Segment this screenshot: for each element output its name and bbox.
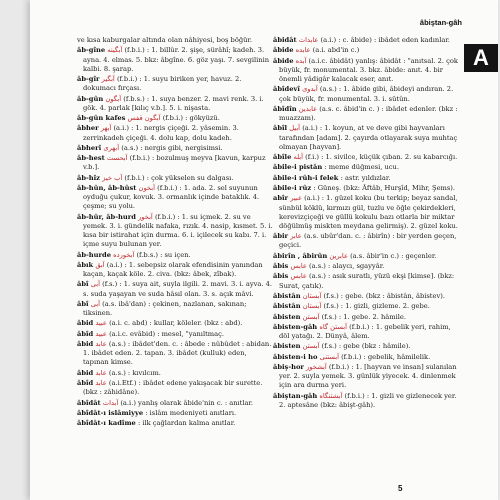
headword: âbis — [273, 272, 289, 281]
definition: (f.i.) : 1. sivilce, küçük çıban. 2. su kabarcığı. — [305, 153, 458, 161]
definition: (a.s.) : kıvılcım. — [108, 368, 161, 377]
dictionary-entry — [273, 302, 463, 311]
definition: (a.i.c. evâbid) : mesel, "yanıltmaç. — [109, 329, 224, 338]
thumb-index-tab: A — [464, 44, 498, 72]
right-column — [273, 36, 463, 411]
arabic-script: عابس — [290, 262, 307, 271]
dictionary-entry — [273, 153, 463, 162]
headword: âbir — [273, 232, 289, 241]
arabic-script: آبستن — [302, 342, 320, 351]
dictionary-entry — [273, 363, 463, 390]
headword: âbile-i rûz — [273, 184, 312, 193]
headword: âbherî — [77, 143, 102, 152]
arabic-script: آبگينه — [107, 46, 123, 55]
definition: (a.i. abd'in c.) — [312, 46, 360, 55]
headword: âb-gîr — [77, 75, 100, 83]
headword: âbisten — [273, 312, 301, 321]
headword: âbide — [273, 46, 294, 55]
definition: (a.s. c. âbid'in c. ) : ibâdet edenler. (bkz : muazzam). — [279, 104, 458, 122]
arabic-script: آبستان — [302, 302, 322, 311]
running-head: âbiştan-gâh — [419, 18, 462, 27]
dictionary-entry — [273, 36, 463, 45]
headword: âbîdevî — [273, 85, 300, 94]
arabic-script: آبستان — [302, 291, 322, 300]
arabic-script: آب خيز — [102, 173, 123, 182]
headword: âbık — [77, 260, 94, 269]
arabic-script: آبهرى — [103, 143, 120, 152]
dictionary-entry — [273, 184, 463, 193]
headword: abîr — [273, 194, 289, 203]
dictionary-entry — [77, 154, 273, 172]
arabic-script: آبى — [90, 280, 100, 289]
definition: : islâm medeniyeti anıtları. — [145, 408, 237, 417]
arabic-script: عبيد — [95, 329, 107, 338]
dictionary-entry — [273, 252, 463, 261]
definition: (a.i.) : c. âbide) : ibâdet eden kadınlar. — [320, 36, 450, 44]
headword: âbisten-gâh — [273, 322, 318, 331]
definition: (f.b.i.) : 1. [hayvan ve insan] sulanılan yer. 2. suyla yemek. 3. günlük yiyecek. 4. dinlenmek için ara durma yeri. — [279, 363, 457, 390]
dictionary-entry — [77, 184, 273, 211]
arabic-script: آبهر — [100, 124, 112, 133]
definition: (f.s.) : gebe. (bkz : âbistân, âbistev). — [323, 291, 445, 300]
arabic-script: آبى — [90, 299, 100, 308]
arabic-script: عابر — [290, 232, 302, 241]
arabic-script: عابد — [95, 368, 107, 377]
dictionary-entry — [273, 105, 463, 123]
headword: âbid — [77, 340, 94, 349]
definition: (a.i.c. âbidât) yanlış: âbidât : "anıtsal. 2. çok büyük, fr. monumental. 3. bkz. âbide: anıt. 4. bir önemli yâdigâr kalacak eser, anıt. — [279, 56, 458, 83]
definition: (a.i. c. abd) : kullar, köleler. (bkz : abd). — [109, 319, 243, 328]
arabic-script: آبشتنگاه — [319, 391, 343, 400]
arabic-script: آبستن گاه — [319, 322, 347, 331]
headword: âbiştan-gâh — [273, 391, 318, 400]
arabic-script: آبستنى — [319, 352, 339, 361]
arabic-script: عابرين — [329, 251, 348, 260]
dictionary-entry — [77, 75, 273, 93]
dictionary-entry — [77, 369, 273, 378]
headword: âbîle — [273, 153, 292, 161]
dictionary-entry — [273, 194, 463, 231]
arabic-script: آبحست — [106, 154, 128, 163]
headword: âbîdât-ı islâmiyye — [77, 408, 144, 417]
dictionary-entry — [273, 232, 463, 250]
headword: âbile-i pistân — [273, 163, 323, 172]
dictionary-entry — [77, 340, 273, 367]
dictionary-entry — [77, 419, 273, 428]
dictionary-entry — [77, 95, 273, 113]
headword: âbide — [273, 56, 294, 65]
dictionary-entry — [273, 46, 463, 55]
dictionary-entry — [273, 353, 463, 362]
headword: âbîl — [273, 124, 288, 133]
page-number: 5 — [398, 484, 403, 493]
arabic-script: آبده — [295, 56, 307, 65]
definition: (f.b.i.) : 1. suyu biriken yer, havuz. 2. dokumacı fırçası. — [83, 75, 242, 93]
headword: âbîd — [77, 379, 94, 388]
definition: (a.s.) : alaycı, sgayyâr. — [309, 262, 385, 271]
dictionary-page — [30, 0, 498, 500]
dictionary-entry — [77, 399, 273, 408]
definition: (a.s.) : ibâdet'den. c. : âbede : nûbûdet : abidan. 1. ibâdet eden. 2. tapan. 3. ibâdet (kulluk) eden, tapınan kimse. — [83, 340, 272, 367]
definition: (a.s.) : 1. âbide gibi, âbideyi andıran. 2. çok büyük, fr. monumental. 3. i. sütûn. — [279, 85, 454, 103]
headword: âbile-i rûh-i felek — [273, 173, 339, 182]
arabic-script: عابدين — [298, 104, 318, 113]
arabic-script: عابد — [95, 340, 107, 349]
arabic-script: عابده — [295, 46, 311, 55]
definition: (f.s.) : 1. suya ait, suyla ilgili. 2. mavi. 3. i. ayva. 4. s. suda yaşayan ve suda hâsıl olan. 3. s. açık mâvi. — [83, 280, 273, 298]
definition: (f.b.i.) : 1. ada. 2. sel suyunun oyduğu çukur, kovuk. 3. ormanlık içinde bataklık. 4. çeşme; su yolu. — [83, 184, 260, 211]
definition: : meme düğmesi, ucu. — [324, 163, 399, 172]
headword: âbistân — [273, 302, 301, 311]
definition: (f.b.s.) : 1. suya benzer. 2. mavi renk. 3. i. gök. 4. parlak [kılıç v.b.]. 5. i. nişasta. — [83, 94, 264, 112]
left-column — [77, 36, 273, 430]
arabic-script: آبگون قفس — [127, 114, 161, 122]
arabic-script: آبخون — [138, 184, 155, 193]
headword: âbher — [77, 124, 99, 133]
definition: (a.s. ibâ'dan) : çekinen, nazlanan, sakınan; tiksinen. — [83, 299, 247, 317]
definition: (f.b.i.) : 1. gizli ve gizlenecek yer. 2. aptesâne (bkz: âbişt-gâh). — [279, 391, 457, 409]
headword: âbidât — [273, 36, 297, 44]
definition: (a.i.) : 1. güzel koku (bu terkip; beyaz sandal, sünbül köklü, kırmızı gül, tuzlu ve öğle çekirdekleri, kerevizçiçeği ve güllü kokulu bazı otlarla bir miktar döğülmüş miskten meydana gelirmiş). 2. güzel koku. — [279, 194, 458, 230]
definition: ve kısa kaburgalar altında olan nâhiyesi, boş böğür. — [77, 36, 253, 44]
definition: (f.b.i.) : gebelik, hâmilelik. — [341, 352, 431, 361]
arabic-script: عابد — [95, 379, 107, 388]
definition: (a.i.Etf.) : ibâdet edene yakışacak bir surette. (bkz : zâhidâne). — [83, 379, 263, 397]
definition: (f.s.) : 1. gebe. 2. hâmile. — [321, 312, 406, 321]
dictionary-entry — [273, 262, 463, 271]
definition: (a.i.) : 1. nergis çiçeği. 2. yâsemin. 3. zerrinkadeh çiçeği. 4. dolu kap, dolu kadeh. — [83, 124, 239, 142]
headword: âbistân — [273, 291, 301, 300]
dictionary-entry — [273, 342, 463, 351]
headword: âb-gîne — [77, 46, 106, 55]
headword: âbîdât — [77, 398, 101, 407]
headword: âb-hîz — [77, 173, 100, 182]
definition: (a.i.) yanlış olarak âbide'nin c. : anıtlar. — [120, 398, 254, 407]
arabic-script: آبشخور — [306, 363, 327, 372]
arabic-script: آبله — [293, 153, 304, 161]
dictionary-entry — [77, 319, 273, 328]
arabic-script: آبگون — [105, 94, 122, 103]
arabic-script: عابدات — [298, 36, 319, 44]
headword: âb-gûn kafes — [77, 114, 126, 122]
definition: (a.s. ubûr'dan. c. : âbirîn) : bir yerden geçen, geçici. — [279, 232, 457, 250]
dictionary-entry — [273, 323, 463, 341]
arabic-script: آبق — [95, 260, 105, 269]
dictionary-entry — [77, 280, 273, 298]
definition: : ilk çağlardan kalma anıtlar. — [137, 419, 236, 428]
definition: (f.b.i.) : 1. su içmek. 2. su ve yemek. 3. i. gündelik nafaka, rızık. 4. nasip, kısmet. 5. i. kısa bir istirahat için durma. 6. i. içilecek su kabı. 7. i. içme suyu bulunan yer. — [83, 212, 273, 249]
dictionary-entry — [77, 124, 273, 142]
headword: âb-hûn, âb-hûst — [77, 184, 137, 193]
arabic-script: آبدوى — [302, 85, 318, 94]
arabic-script: عبير — [290, 194, 302, 203]
arabic-script: آبدات — [102, 398, 119, 407]
dictionary-entry — [77, 330, 273, 339]
headword: âbiş-hor — [273, 363, 304, 372]
headword: âbîdât-ı kadîme — [77, 419, 136, 428]
headword: âbîd — [77, 329, 94, 338]
definition: (a.s.) : asık suratlı, yüzü ekşi [kimse]. (bkz: Surat, çatık). — [279, 272, 455, 290]
dictionary-entry — [77, 251, 273, 260]
headword: âbirîn , âbirûn — [273, 251, 328, 260]
definition: (a.s.) : nergis gibi, nergisimsi. — [121, 143, 223, 152]
headword: âb-hest — [77, 154, 105, 163]
headword: âbisten-i ho — [273, 352, 318, 361]
definition: (f.b.i.) : 1. billûr. 2. şişe, sürâhî; kadeh. 3. ayna. 4. elmas. 5. bkz: âbgîne. 6. göz yaşı. 7. sevgilinin kalbi. 8. şarap. — [83, 46, 270, 73]
dictionary-entry — [273, 272, 463, 290]
definition: (f.b.i.) : bozulmuş meyva [kavun, karpuz v.b.]. — [83, 154, 266, 172]
dictionary-entry — [77, 379, 273, 397]
headword: âb-gûn — [77, 94, 104, 103]
arabic-script: آبيل — [289, 124, 301, 133]
dictionary-entry — [77, 300, 273, 318]
headword: âbisten — [273, 342, 301, 351]
headword: âbî — [77, 299, 89, 308]
dictionary-entry — [77, 144, 273, 153]
definition: (a.s. âbir'in c.) : geçenler. — [350, 251, 437, 260]
headword: âbid — [77, 368, 94, 377]
dictionary-entry — [77, 213, 273, 250]
definition: : Güneş. (bkz: Âftâb, Hurşîd, Mihr, Şems). — [313, 184, 456, 193]
definition: (f.s.) : gebe (bkz : hâmile). — [321, 342, 411, 351]
arabic-script: آبستن — [302, 312, 320, 321]
definition: (a.i.) : 1. koyun, at ve deve gibi hayvanları tarafından [adam]. 2. çayırda otlayarak suya muhtaç olmayan [hayvan]. — [279, 124, 458, 151]
headword: âbîdîn — [273, 104, 297, 113]
dictionary-entry — [273, 392, 463, 410]
dictionary-entry — [77, 36, 273, 45]
definition: (f.b.i.) : gökyüzü. — [162, 114, 220, 122]
dictionary-entry — [273, 57, 463, 84]
arabic-script: عبيد — [95, 319, 107, 328]
dictionary-entry — [77, 409, 273, 418]
headword: âbî — [77, 280, 89, 289]
definition: (f.s.) : 1. gizli, gizleme. 2. gebe. — [323, 302, 430, 311]
arabic-script: آبخور — [138, 212, 153, 221]
dictionary-entry — [77, 261, 273, 279]
definition: : astr. yıldızlar. — [340, 173, 391, 182]
arabic-script: عابس — [290, 272, 307, 281]
dictionary-entry — [273, 85, 463, 103]
definition: (f.b.i.) : 1. gebelik yeri, rahim, döl yatağı. 2. Dünyâ, âlem. — [279, 322, 451, 341]
arabic-script: آبخورده — [113, 250, 135, 259]
dictionary-entry — [77, 114, 273, 123]
headword: âbis — [273, 262, 289, 271]
dictionary-entry — [273, 174, 463, 183]
dictionary-entry — [273, 313, 463, 322]
headword: âbid — [77, 319, 94, 328]
dictionary-entry — [273, 292, 463, 301]
definition: (a.i.) : 1. sebepsiz olarak efendisinin yanından kaçan, kaçak köle. 2. civa. (bkz: âbek, zîbak). — [83, 260, 263, 278]
definition: (f.b.s.) : su içen. — [136, 250, 191, 259]
dictionary-entry — [273, 124, 463, 151]
headword: âb-hurde — [77, 250, 111, 259]
definition: (f.b.i.) : çok yükselen su dalgası. — [124, 173, 234, 182]
dictionary-entry — [77, 174, 273, 183]
dictionary-entry — [77, 46, 273, 73]
dictionary-entry — [273, 163, 463, 172]
arabic-script: آبگير — [101, 75, 115, 83]
headword: âb-hûr, âb-hurd — [77, 212, 136, 221]
